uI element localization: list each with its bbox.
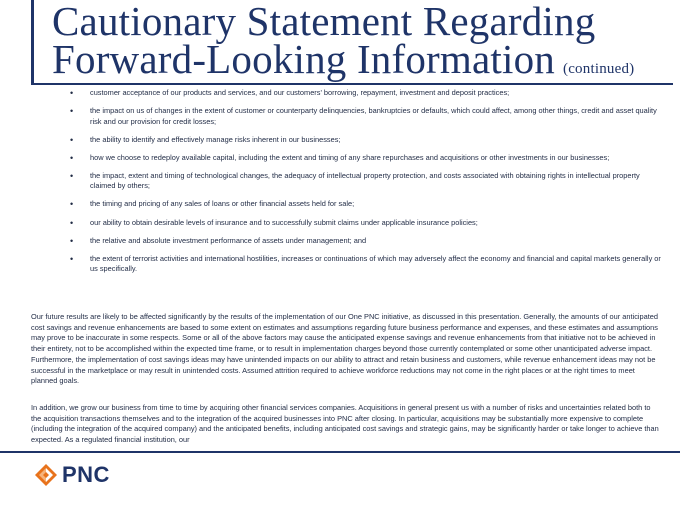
bullet-dot: •: [70, 199, 74, 210]
list-item: [70, 236, 666, 247]
risk-factor-list: [70, 88, 666, 282]
title-left-rule: [31, 0, 34, 84]
list-item-text: customer acceptance of our products and services, and our customers' borrowing, repayment, investment and deposit practices;: [90, 88, 510, 97]
body-paragraph-2: In addition, we grow our business from time to time by acquiring other financial services companies. Acquisitions in general present us with a number of risks and uncertainties related both to the acquisition transactions themselves and to the integration of the acquired businesses into PNC after closing. In particular, acquisitions may be substantially more expensive to complete (including the integration of the acquired company) and the anticipated benefits, including anticipated cost savings and strategic gains, may be significantly harder or take longer to achieve than expected. As a regulated financial institution, our: [31, 403, 659, 445]
footer-divider: [0, 451, 680, 453]
list-item: [70, 171, 666, 192]
page-title-suffix: (continued): [563, 61, 635, 77]
bullet-dot: •: [70, 235, 74, 246]
list-item-text: the ability to identify and effectively manage risks inherent in our businesses;: [90, 134, 341, 144]
bullet-dot: •: [70, 88, 74, 98]
pnc-logo-icon: [34, 463, 58, 487]
list-item: [70, 218, 666, 229]
bullet-dot: •: [70, 134, 74, 145]
page-title-line-2-text: Forward-Looking Information: [52, 36, 555, 82]
list-item: [70, 106, 666, 127]
bullet-dot: •: [70, 106, 74, 117]
list-item-text: our ability to obtain desirable levels of insurance and to successfully submit claims under applicable insurance policies;: [90, 217, 478, 227]
title-divider: [31, 83, 673, 85]
list-item: [70, 254, 666, 275]
pnc-logo: [34, 461, 110, 489]
list-item-text: the timing and pricing of any sales of loans or other financial assets held for sale;: [90, 199, 355, 209]
list-item-text: how we choose to redeploy available capital, including the extent and timing of any share repurchases and acquisitions or other investments in our businesses;: [90, 152, 610, 162]
pnc-logo-text: PNC: [62, 462, 110, 487]
page-title: [52, 2, 672, 88]
body-paragraph-1: Our future results are likely to be affected significantly by the results of the implementation of our One PNC initiative, as discussed in this presentation. Generally, the amounts of our anticipated cost savings and revenue enhancements are based to some extent on estimates and assumptions regarding future business performance and expenses, and these estimates and assumptions may prove to be inaccurate in some respects. Some or all of the above factors may cause the anticipated expense savings and revenue enhancements from that initiative not to be achieved in their entirety, not to be accomplished within the expected time frame, or to result in implementation charges beyond those currently contemplated or some other unanticipated adverse impact. Furthermore, the implementation of cost savings ideas may have unintended impacts on our ability to attract and retain business and customers, while revenue enhancement ideas may not be successful in the marketplace or may result in unintended costs. Assumed attrition required to achieve workforce reductions may not come in the right places or at the right times to meet planned goals.: [31, 312, 659, 386]
bullet-dot: •: [70, 152, 74, 163]
list-item: [70, 88, 666, 99]
list-item: [70, 153, 666, 164]
bullet-dot: •: [70, 170, 74, 181]
list-item-text: the extent of terrorist activities and international hostilities, increases or continuations of which may adversely affect the economy and financial and capital markets generally or us specifically.: [90, 253, 661, 274]
page-title-line-2: [52, 36, 672, 88]
list-item-text: the relative and absolute investment performance of assets under management; and: [90, 235, 367, 245]
list-item: [70, 199, 666, 210]
list-item: [70, 135, 666, 146]
list-item-text: the impact, extent and timing of technological changes, the adequacy of intellectual property protection, and costs associated with obtaining rights in intellectual property claimed by others;: [90, 170, 640, 191]
page-title-line-1: Cautionary Statement Regarding: [52, 0, 596, 44]
list-item-text: the impact on us of changes in the extent of customer or counterparty delinquencies, bankruptcies or defaults, which could affect, among other things, credit and asset quality risk and our provision for credit losses;: [90, 106, 657, 126]
bullet-dot: •: [70, 253, 74, 264]
bullet-dot: •: [70, 217, 74, 228]
